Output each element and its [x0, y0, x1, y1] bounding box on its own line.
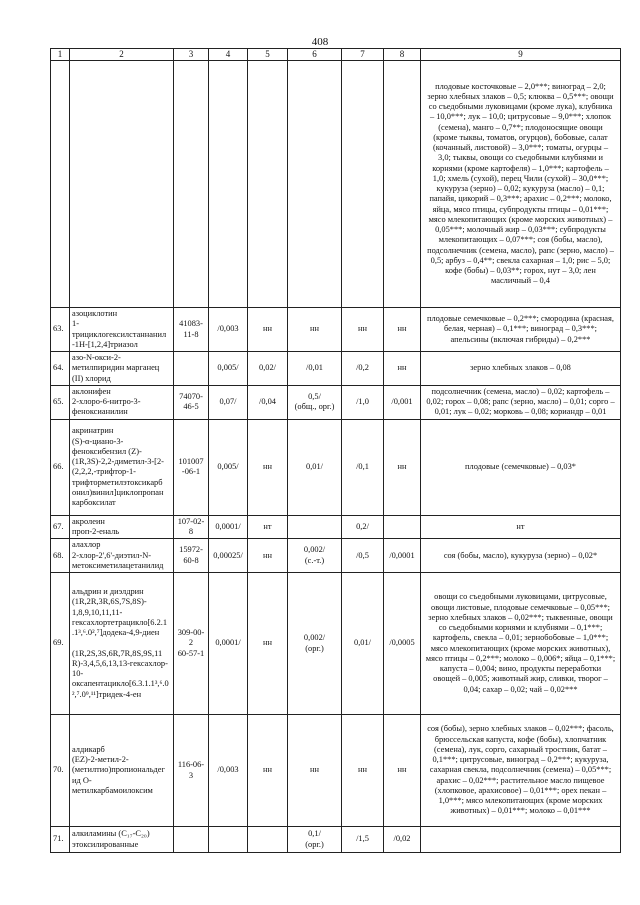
substance-name-line: (EZ)-2-метил-2- — [72, 755, 129, 765]
substance-name-line: альдрин и диэлдрин — [72, 587, 144, 597]
value-line: 0,5/ — [308, 392, 321, 401]
residue-limits-line: плодовые (семечковые) – 0,03* — [465, 462, 576, 472]
value-cell-col8: /0,001 — [384, 385, 421, 419]
cas-line: 309-00- — [177, 628, 205, 638]
value-cell-col6 — [288, 419, 342, 515]
substance-name-line: алдикарб — [72, 744, 105, 754]
residue-limits-line: мясо млекопитающих (кроме морских животных) – — [428, 214, 613, 224]
column-header-3: 3 — [174, 49, 209, 61]
substance-name-line: гексахлортетрацикло[6.2.1 — [72, 617, 168, 627]
value-cell-col8: /0,0001 — [384, 539, 421, 573]
substance-name-cell — [70, 715, 174, 827]
residue-limits-cell — [421, 515, 621, 539]
residue-limits-cell — [421, 385, 621, 419]
value-cell-col8: нн — [384, 715, 421, 827]
value-cell-col4: 0,07/ — [209, 385, 248, 419]
substance-name-cell — [70, 385, 174, 419]
residue-limits-line: капуста – 0,004; вино, продукты переработки — [439, 664, 602, 673]
value-line: 0,1/ — [308, 829, 321, 839]
value-line: (общ., орг.) — [294, 402, 335, 412]
value-cell-col7: /0,1 — [342, 419, 384, 515]
substance-name-line: алахлор — [72, 540, 101, 550]
cas-number-cell — [174, 827, 209, 853]
substance-name-cell — [70, 539, 174, 573]
cas-number-cell — [174, 385, 209, 419]
residue-limits-line: зерно хлебных злаков – 0,08 — [470, 363, 571, 373]
residue-limits-line: 3,0; тыквы, овощи со съедобными клубнями и — [438, 153, 603, 163]
substance-name-line: азо-N-окси-2- — [72, 353, 121, 362]
value-cell-col5: нн — [248, 539, 288, 573]
value-cell-col4: 0,0001/ — [209, 573, 248, 715]
cas-line: 107-02- — [177, 516, 205, 526]
value-cell-col4: 0,005/ — [209, 419, 248, 515]
row-number-cell: 69. — [51, 573, 70, 715]
residue-limits-line: – 10,0***; лук – 10,0; цитрусовые – 9,0***; хлопок — [429, 112, 612, 122]
substance-name-cell — [70, 352, 174, 386]
value-cell-col7: 0,01/ — [342, 573, 384, 715]
substance-name-cell — [70, 827, 174, 853]
cas-line: 46-5 — [183, 402, 199, 412]
cas-number-cell — [174, 715, 209, 827]
value-cell-col5: нн — [248, 715, 288, 827]
substance-name-cell — [70, 573, 174, 715]
cas-number-cell — [174, 61, 209, 308]
residue-limits-line: яйца, мясо птицы, субпродукты птицы – 0,01***; — [432, 204, 609, 214]
substance-name-line: акролеин — [72, 516, 105, 526]
header-row — [51, 49, 621, 61]
row-number-cell: 66. — [51, 419, 70, 515]
value-cell-col7: /1,5 — [342, 827, 384, 853]
substance-name-line: (S)-α-циано-3- — [72, 436, 124, 446]
residue-limits-line: сахарная свекла, подсолнечник (семена) – 0,05***; — [429, 765, 612, 775]
table-row — [51, 308, 621, 352]
substance-name-line: трициклогексилстаннанил — [72, 329, 167, 339]
substance-name-line: акринатрин — [72, 426, 114, 436]
residue-limits-line: (семена), манго – 0,7**; плодоносящие овощи — [438, 122, 603, 132]
residue-limits-cell — [421, 308, 621, 352]
cas-line: 101007 — [178, 457, 204, 466]
residue-limits-line: (кочанный, листовой) – 3,0***; томаты, огурцы – — [432, 143, 609, 152]
residue-limits-line: белая, черная) – 0,1***; виноград – 0,3***; — [443, 324, 598, 334]
value-line — [290, 522, 339, 532]
substance-name-line: (2,2,2,-трифтор-1- — [72, 467, 136, 477]
residue-limits-line: подсолнечник (семена, масло) – 0,02; картофель – — [431, 386, 610, 396]
column-header-1: 1 — [51, 49, 70, 61]
value-cell-col6 — [288, 573, 342, 715]
row-number-cell: 64. — [51, 352, 70, 386]
residue-limits-line: кофе (бобы) – 0,03**; горох, нут – 3,0; лен — [445, 266, 596, 275]
substance-name-line: .1³,⁶.0²,⁷]додека-4,9-диен — [72, 628, 160, 638]
cas-line: 15972- — [179, 545, 203, 555]
substance-name-line — [72, 638, 171, 648]
table-body — [51, 61, 621, 853]
value-cell-col6 — [288, 352, 342, 386]
substance-name-line: карбоксилат — [72, 498, 116, 507]
residue-limits-line: 0,05***; молочный жир – 0,03***; субпродукты — [435, 225, 606, 234]
value-cell-col5: нн — [248, 308, 288, 352]
substance-name-line: алкиламины (C₁₇-C₂₀) — [72, 829, 150, 839]
residue-limits-line: овощи листовые, плодовые семечковые – 0,05***; — [431, 602, 610, 612]
value-cell-col7: /0,5 — [342, 539, 384, 573]
substance-name-cell — [70, 419, 174, 515]
substance-name-line: 1- — [72, 319, 79, 329]
row-number-cell: 63. — [51, 308, 70, 352]
value-cell-col8: нн — [384, 352, 421, 386]
residue-limits-line: плодовые косточковые – 2,0***; виноград – 2,0; — [435, 81, 606, 91]
substance-name-line: R)-3,4,5,6,13,13-гексахлор- — [72, 658, 168, 668]
residue-limits-line: масличный – 0,4 — [491, 276, 550, 286]
substance-name-cell — [70, 515, 174, 539]
substance-name-cell — [70, 308, 174, 352]
residue-limits-cell — [421, 352, 621, 386]
residue-limits-line: 1,0***; мясо млекопитающих (кроме морских — [438, 796, 603, 806]
residue-limits-line: кукуруза (зерно) – 0,02; кукуруза (масло) – 0,1; — [436, 184, 605, 193]
column-header-5: 5 — [248, 49, 288, 61]
value-cell-col6 — [288, 539, 342, 573]
value-cell-col8: нн — [384, 308, 421, 352]
residue-limits-line: мясо млекопитающих (кроме морских животных), — [430, 643, 611, 653]
table-row — [51, 573, 621, 715]
residue-limits-line: 0,5; арбуз – 0,4**; свекла сахарная – 1,0; рис – 5,0; — [430, 255, 611, 265]
cas-number-cell — [174, 573, 209, 715]
substance-name-line: 10- — [72, 669, 84, 679]
row-number-cell — [51, 61, 70, 308]
substance-name-line: трифторметилэтоксикарб — [72, 477, 163, 487]
column-header-8: 8 — [384, 49, 421, 61]
row-number-cell: 65. — [51, 385, 70, 419]
value-cell-col4: 0,00025/ — [209, 539, 248, 573]
residue-limits-line: (семена), лук, сорго, сахарный тростник, батат – — [434, 744, 607, 754]
column-header-4: 4 — [209, 49, 248, 61]
residue-limits-line: картофель, свекла – 0,01; зернобобовые – 1,0***; — [432, 633, 609, 643]
substance-name-line: феноксибензил (Z)- — [72, 446, 142, 456]
value-line: (орг.) — [305, 839, 324, 849]
column-header-2: 2 — [70, 49, 174, 61]
substance-name-line: азоциклотин — [72, 309, 118, 318]
value-cell-col7: нн — [342, 715, 384, 827]
value-cell-col5: нн — [248, 573, 288, 715]
page-number: 408 — [311, 36, 329, 48]
substance-name-line: метилкарбамоилоксим — [72, 785, 153, 795]
residue-limits-line: зерно хлебных злаков – 0,02***; тыквенные, овощи — [428, 612, 613, 622]
substance-name-line: проп-2-еналь — [72, 527, 120, 536]
value-line: 0,002/ — [303, 545, 326, 555]
substance-name-line: (1R,2S,3S,6R,7R,8S,9S,11 — [72, 648, 163, 658]
residue-limits-cell — [421, 827, 621, 853]
cas-number-cell — [174, 419, 209, 515]
cas-line: 116-06- — [177, 760, 205, 770]
cas-number-cell — [174, 515, 209, 539]
value-cell-col7: нн — [342, 308, 384, 352]
residue-limits-line: соя (бобы), зерно хлебных злаков – 0,02***; фасоль, — [427, 724, 614, 734]
residue-limits-cell — [421, 573, 621, 715]
substance-name-line: аклонифен — [72, 386, 111, 396]
substance-name-cell — [70, 61, 174, 308]
table-row — [51, 539, 621, 573]
residue-limits-line: подсолнечник (семена, масло), рапс (зерно, масло) – — [427, 245, 614, 255]
row-number-cell: 68. — [51, 539, 70, 573]
residue-limits-line: со съедобными корнями и клубнями – 0,1***; — [438, 623, 603, 632]
regulation-table — [50, 48, 621, 853]
residue-limits-line: (кроме тыквы, томатов, огурцов), бобовые, салат — [433, 132, 608, 142]
value-cell-col4 — [209, 827, 248, 853]
residue-limits-line: 0,04; сахар – 0,02; чай – 0,02*** — [463, 684, 578, 694]
table-row — [51, 515, 621, 539]
value-cell-col4: /0,003 — [209, 308, 248, 352]
value-line: (с.-т.) — [304, 555, 325, 565]
residue-limits-line: апельсины (включая гибриды) – 0,2*** — [450, 334, 591, 344]
value-cell-col4: 0,0001/ — [209, 515, 248, 539]
substance-name-line: (II) хлорид — [72, 373, 111, 383]
residue-limits-cell — [421, 539, 621, 573]
substance-name-line: оксапентацикло[6.3.1.1³,⁶.0 — [72, 679, 169, 689]
cas-line: 74070- — [179, 392, 203, 401]
residue-limits-line: папайя, цикорий – 0,3***; арахис – 0,2***; молоко, — [429, 194, 612, 204]
residue-limits-cell — [421, 61, 621, 308]
residue-limits-line: 1,0; хмель (сухой), перец Чили (сухой) – 30,0***; — [432, 173, 609, 183]
residue-limits-line: животных) – 0,01***; молоко – 0,01*** — [450, 806, 591, 816]
table-row — [51, 715, 621, 827]
value-cell-col5: /0,04 — [248, 385, 288, 419]
residue-limits-line: овощей – 0,005; животный жир, сливки, творог – — [433, 674, 608, 684]
substance-name-line: 1,8,9,10,11,11- — [72, 607, 123, 617]
value-cell-col8: нн — [384, 419, 421, 515]
residue-limits-line: брюссельская капуста, кофе (бобы), хлопчатник — [434, 734, 607, 744]
row-number-cell: 71. — [51, 827, 70, 853]
value-cell-col8: /0,02 — [384, 827, 421, 853]
residue-limits-cell — [421, 419, 621, 515]
table-row — [51, 827, 621, 853]
residue-limits-line: корнями (кроме картофеля) – 1,0***; картофель – — [432, 163, 609, 173]
residue-limits-line: 0,01; лук – 0,02; морковь – 0,08; кориандр – 0,01 — [434, 407, 607, 417]
value-cell-col4 — [209, 61, 248, 308]
substance-name-line: ид О- — [72, 775, 92, 785]
value-cell-col5: нт — [248, 515, 288, 539]
residue-limits-line: (хлопковое, арахисовое) – 0,01***; орех пекан – — [434, 785, 607, 795]
column-header-6: 6 — [288, 49, 342, 61]
value-line: 0,002/ — [303, 633, 326, 643]
value-cell-col8 — [384, 515, 421, 539]
value-line: нн — [310, 324, 319, 334]
table-row — [51, 61, 621, 308]
substance-name-line: метоксиметилацетанилид — [72, 560, 164, 570]
value-cell-col5 — [248, 61, 288, 308]
residue-limits-line: мясо птицы – 0,2***; молоко – 0,006*; яйца – 0,1***; — [425, 653, 616, 663]
value-cell-col6 — [288, 61, 342, 308]
cas-line: 3 — [188, 770, 194, 780]
column-header-9: 9 — [421, 49, 621, 61]
cas-line: 11-8 — [183, 329, 199, 339]
value-line: (орг.) — [305, 643, 324, 653]
value-cell-col5: 0,02/ — [248, 352, 288, 386]
cas-line: 8 — [188, 527, 194, 536]
residue-limits-line: нт — [516, 521, 525, 531]
row-number-cell: 70. — [51, 715, 70, 827]
substance-name-line: 2-хлоро-6-нитро-3- — [72, 397, 141, 407]
residue-limits-line: плодовые семечковые – 0,2***; смородина (красная, — [427, 314, 614, 324]
residue-limits-line: млекопитающих – 0,07***; соя (бобы, масло), — [438, 235, 603, 245]
table-row — [51, 419, 621, 515]
value-cell-col4: /0,003 — [209, 715, 248, 827]
value-cell-col8: /0,0005 — [384, 573, 421, 715]
value-cell-col6 — [288, 308, 342, 352]
value-line: 0,01/ — [306, 462, 323, 472]
substance-name-line: феноксианилин — [72, 407, 128, 417]
cas-number-cell — [174, 308, 209, 352]
residue-limits-line: соя (бобы, масло), кукуруза (зерно) – 0,02* — [443, 550, 598, 560]
value-line: /0,01 — [306, 363, 323, 373]
residue-limits-line: 0,1***; цитрусовые, виноград – 0,2***; кукуруза, — [432, 755, 609, 765]
value-cell-col7 — [342, 61, 384, 308]
substance-name-line: этоксилированные — [72, 839, 139, 849]
cas-number-cell — [174, 352, 209, 386]
value-cell-col5: нн — [248, 419, 288, 515]
cas-line: 41083- — [179, 319, 203, 329]
substance-name-line: онил)винил]циклопропан — [72, 487, 164, 497]
substance-name-line: -1Н-[1,2,4]триазол — [72, 339, 138, 349]
residue-limits-line: зерно хлебных злаков – 0,5; клюква – 0,5***; овощи — [427, 91, 614, 101]
cas-line: -06-1 — [181, 467, 201, 477]
value-cell-col5 — [248, 827, 288, 853]
cas-number-cell — [174, 539, 209, 573]
value-cell-col7: /0,2 — [342, 352, 384, 386]
substance-name-line: (1R,3S)-2,2-диметил-3-[2- — [72, 457, 164, 466]
substance-name-line: метилпиридин марганец — [72, 363, 160, 373]
row-number-cell: 67. — [51, 515, 70, 539]
value-cell-col4: 0,005/ — [209, 352, 248, 386]
column-header-7: 7 — [342, 49, 384, 61]
residue-limits-line: 0,02; горох – 0,08; рапс (зерно, масло) – 0,01; сорго – — [426, 397, 615, 407]
cas-line: 60-8 — [183, 555, 199, 565]
value-cell-col6 — [288, 385, 342, 419]
residue-limits-line: арахис – 0,02***; растительное масло пищевое — [436, 775, 605, 785]
residue-limits-line: со съедобными луковицами (кроме лука), клубника — [428, 102, 613, 111]
value-cell-col7: /1,0 — [342, 385, 384, 419]
cas-line: 60-57-1 — [177, 648, 205, 658]
substance-name-line: (1R,2R,3R,6S,7S,8S)- — [72, 597, 147, 607]
table-row — [51, 385, 621, 419]
value-cell-col6 — [288, 515, 342, 539]
substance-name-line: ²,⁷.0⁹,¹¹]тридек-4-ен — [72, 689, 142, 699]
value-cell-col7: 0,2/ — [342, 515, 384, 539]
residue-limits-cell — [421, 715, 621, 827]
table-row — [51, 352, 621, 386]
cas-line: 2 — [188, 638, 194, 648]
value-line: нн — [310, 765, 319, 775]
substance-name-line: 2-хлор-2',6'-диэтил-N- — [72, 550, 152, 560]
value-cell-col6 — [288, 827, 342, 853]
value-cell-col6 — [288, 715, 342, 827]
value-cell-col8 — [384, 61, 421, 308]
residue-limits-line: овощи со съедобными луковицами, цитрусовые, — [434, 592, 607, 602]
substance-name-line: (метилтио)пропиональдег — [72, 765, 165, 775]
